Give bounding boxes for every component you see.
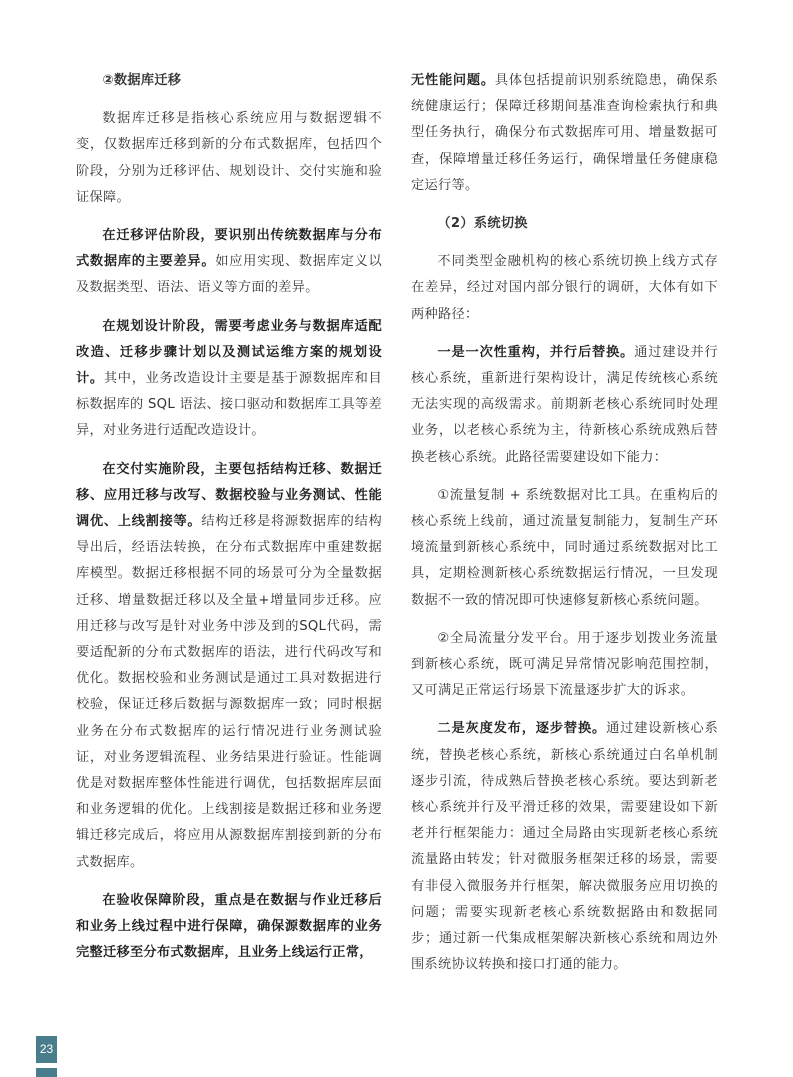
acceptance-continued-lead: 无性能问题。 [411, 73, 495, 88]
assessment-stage-body: 如应用实现、数据库定义以及数据类型、语法、语义等方面的差异。 [76, 254, 382, 296]
paragraph-switch-intro: 不同类型金融机构的核心系统切换上线方式存在差异，经过对国内部分银行的调研，大体有如下两种路径： [411, 254, 718, 322]
path-one-body: 通过建设并行核心系统，重新进行架构设计，满足传统核心系统无法实现的高级需求。前期新老核心系统同时处理业务，以老核心系统为主，待新核心系统成熟后替换老核心系统。此路径需要建设如下能力： [411, 344, 718, 465]
left-column [76, 68, 382, 979]
right-column [411, 68, 718, 991]
heading-system-switch: （2）系统切换 [437, 216, 528, 232]
paragraph-delivery-stage [76, 457, 382, 876]
planning-stage-lead: 在规划设计阶段，需要考虑业务与数据库适配改造、迁移步骤计划以及测试运维方案的规划设计。 [76, 318, 382, 387]
page-number: 23 [36, 1036, 57, 1063]
paragraph-acceptance-continued [411, 68, 718, 199]
assessment-stage-lead: 在迁移评估阶段，要识别出传统数据库与分布式数据库的主要差异。 [76, 228, 382, 270]
paragraph-acceptance-stage [76, 888, 382, 967]
planning-stage-body: 其中，业务改造设计主要是基于源数据库和目标数据库的 SQL 语法、接口驱动和数据库工具等差异，对业务进行适配改造设计。 [76, 371, 382, 439]
paragraph-assessment-stage [76, 223, 382, 302]
paragraph-traffic-platform: ②全局流量分发平台。用于逐步划拨业务流量到新核心系统，既可满足异常情况影响范围控制，又可满足正常运行场景下流量逐步扩大的诉求。 [411, 630, 718, 699]
path-two-lead: 二是灰度发布，逐步替换。 [437, 721, 607, 737]
paragraph-migration-intro: 数据库迁移是指核心系统应用与数据逻辑不变，仅数据库迁移到新的分布式数据库，包括四个阶段，分别为迁移评估、规划设计、交付实施和验证保障。 [76, 111, 382, 205]
delivery-stage-lead: 在交付实施阶段，主要包括结构迁移、数据迁移、应用迁移与改写、数据校验与业务测试、性能调优、上线割接等。 [76, 461, 382, 530]
delivery-stage-body: 结构迁移是将源数据库的结构导出后，经语法转换，在分布式数据库中重建数据库模型。数据迁移根据不同的场景可分为全量数据迁移、增量数据迁移以及全量+增量同步迁移。应用迁移与改写是针对业务中涉及到的SQL代码，需要适配新的分布式数据库的语法，进行代码改写和优化。数据校验和业务测试是通过工具对数据进行校验，保证迁移后数据与源数据库一致；同时根据业务在分布式数据库的运行情况进行业务测试验证，对业务逻辑流程、业务结果进行验证。性能调优是对数据库整体性能进行调优，包括数据库层面和业务逻辑的优化。上线割接是数据迁移和业务逻辑迁移完成后，将应用从源数据库割接到新的分布式数据库。 [76, 514, 382, 870]
acceptance-stage-lead: 在验收保障阶段，重点是在数据与作业迁移后和业务上线过程中进行保障，确保源数据库的业务完整迁移至分布式数据库，且业务上线运行正常， [76, 892, 382, 961]
acceptance-continued-body: 具体包括提前识别系统隐患，确保系统健康运行；保障迁移期间基准查询检索执行和典型任务执行，确保分布式数据库可用、增量数据可查，保障增量迁移任务运行，确保增量任务健康稳定运行等。 [411, 73, 718, 193]
paragraph-traffic-replication: ①流量复制 + 系统数据对比工具。在重构后的核心系统上线前，通过流量复制能力，复制生产环境流量到新核心系统中，同时通过系统数据对比工具，定期检测新核心系统数据运行情况，一旦发现数据不一致的情况即可快速修复新核心系统问题。 [411, 487, 718, 608]
paragraph-path-one [411, 340, 718, 471]
page-number-bar [36, 1068, 57, 1077]
path-two-body: 通过建设新核心系统，替换老核心系统，新核心系统通过白名单机制逐步引流，待成熟后替换老核心系统。要达到新老核心系统并行及平滑迁移的效果，需要建设如下新老并行框架能力：通过全局路由实现新老核心系统流量路由转发；针对微服务框架迁移的场景，需要有非侵入微服务并行框架，解决微服务应用切换的问题；需要实现新老核心系统数据路由和数据同步；通过新一代集成框架解决新核心系统和周边外围系统协议转换和接口打通的能力。 [411, 721, 718, 973]
paragraph-planning-stage [76, 314, 382, 445]
path-one-lead: 一是一次性重构，并行后替换。 [437, 344, 635, 360]
paragraph-path-two [411, 716, 718, 978]
heading-database-migration: ②数据库迁移 [102, 73, 182, 88]
